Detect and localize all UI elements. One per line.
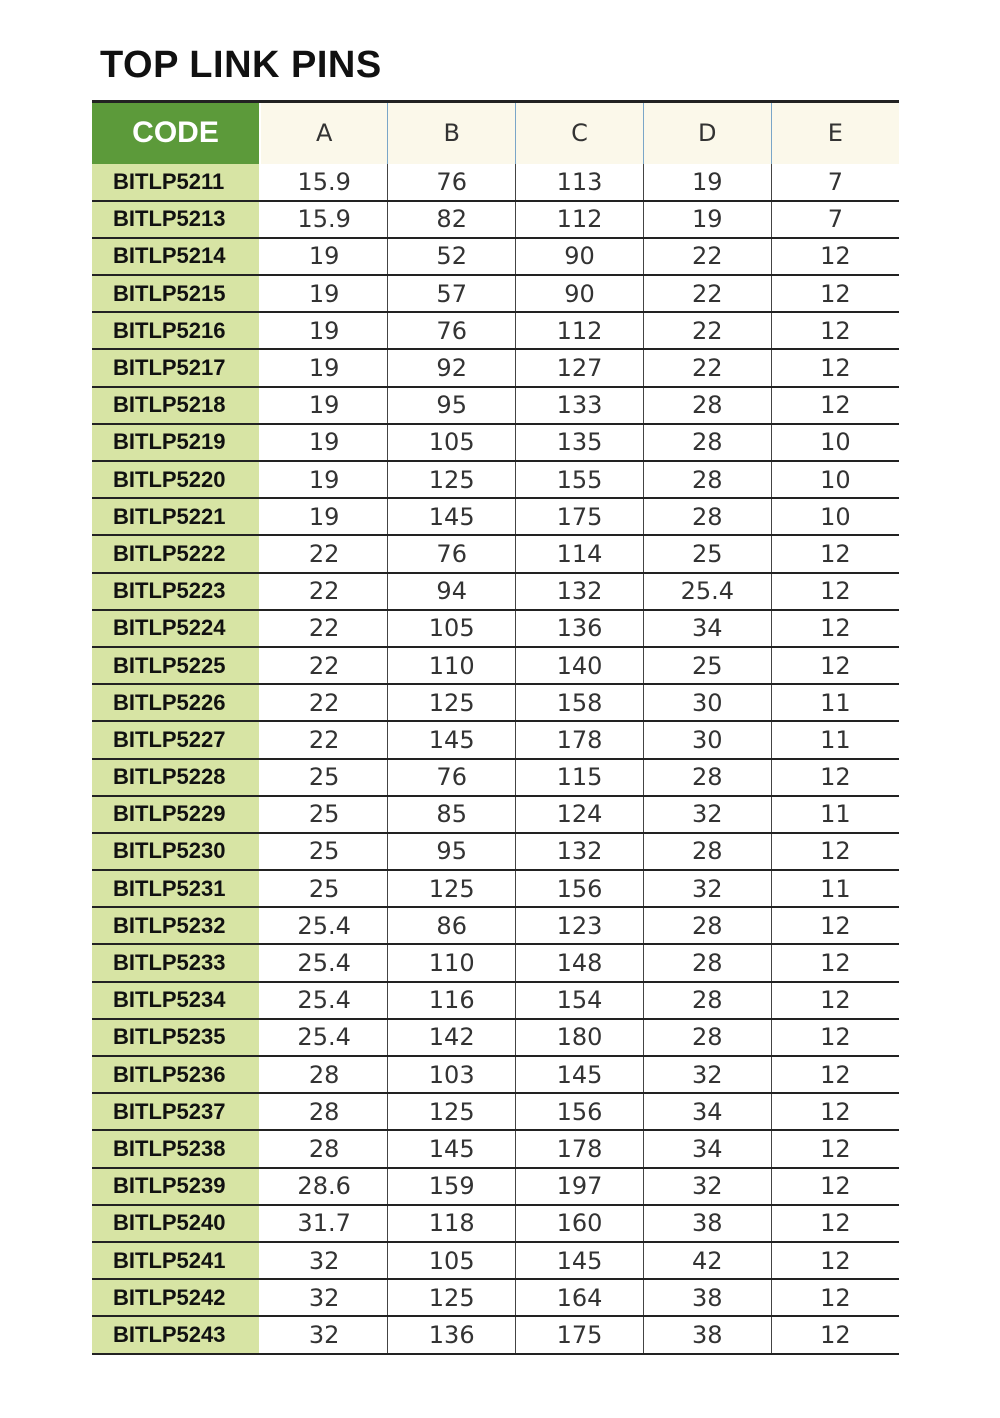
table-row bbox=[92, 1130, 899, 1167]
cell-b: 110 bbox=[388, 647, 516, 684]
cell-a: 25.4 bbox=[260, 944, 388, 981]
cell-e: 12 bbox=[771, 647, 899, 684]
cell-d: 25 bbox=[643, 535, 771, 572]
table-row bbox=[92, 647, 899, 684]
cell-b: 94 bbox=[388, 573, 516, 610]
cell-a: 25 bbox=[260, 759, 388, 796]
cell-c: 140 bbox=[516, 647, 644, 684]
table-row bbox=[92, 573, 899, 610]
cell-c: 114 bbox=[516, 535, 644, 572]
cell-e: 12 bbox=[771, 1130, 899, 1167]
cell-a: 19 bbox=[260, 238, 388, 275]
cell-d: 28 bbox=[643, 944, 771, 981]
cell-d: 38 bbox=[643, 1205, 771, 1242]
cell-a: 32 bbox=[260, 1279, 388, 1316]
cell-c: 145 bbox=[516, 1056, 644, 1093]
cell-d: 22 bbox=[643, 349, 771, 386]
cell-code: BITLP5214 bbox=[92, 238, 260, 275]
column-header-code: CODE bbox=[92, 102, 260, 164]
cell-d: 28 bbox=[643, 833, 771, 870]
cell-d: 28 bbox=[643, 424, 771, 461]
cell-a: 15.9 bbox=[260, 164, 388, 201]
cell-b: 52 bbox=[388, 238, 516, 275]
cell-b: 145 bbox=[388, 498, 516, 535]
table-row bbox=[92, 1242, 899, 1279]
table-row bbox=[92, 1316, 899, 1353]
cell-a: 32 bbox=[260, 1316, 388, 1353]
cell-d: 22 bbox=[643, 275, 771, 312]
cell-d: 25 bbox=[643, 647, 771, 684]
cell-e: 12 bbox=[771, 312, 899, 349]
cell-e: 12 bbox=[771, 1242, 899, 1279]
cell-c: 156 bbox=[516, 1093, 644, 1130]
cell-e: 12 bbox=[771, 1279, 899, 1316]
cell-d: 32 bbox=[643, 1056, 771, 1093]
cell-b: 145 bbox=[388, 721, 516, 758]
cell-e: 12 bbox=[771, 1168, 899, 1205]
cell-e: 12 bbox=[771, 1019, 899, 1056]
cell-d: 34 bbox=[643, 610, 771, 647]
cell-code: BITLP5240 bbox=[92, 1205, 260, 1242]
cell-d: 28 bbox=[643, 759, 771, 796]
cell-code: BITLP5218 bbox=[92, 387, 260, 424]
cell-c: 178 bbox=[516, 1130, 644, 1167]
cell-a: 22 bbox=[260, 684, 388, 721]
cell-b: 110 bbox=[388, 944, 516, 981]
cell-a: 25.4 bbox=[260, 1019, 388, 1056]
cell-b: 159 bbox=[388, 1168, 516, 1205]
cell-b: 76 bbox=[388, 312, 516, 349]
cell-c: 132 bbox=[516, 833, 644, 870]
cell-code: BITLP5222 bbox=[92, 535, 260, 572]
cell-d: 28 bbox=[643, 982, 771, 1019]
cell-code: BITLP5241 bbox=[92, 1242, 260, 1279]
cell-a: 19 bbox=[260, 424, 388, 461]
cell-code: BITLP5233 bbox=[92, 944, 260, 981]
table-row bbox=[92, 275, 899, 312]
cell-d: 22 bbox=[643, 238, 771, 275]
cell-c: 127 bbox=[516, 349, 644, 386]
cell-code: BITLP5228 bbox=[92, 759, 260, 796]
cell-b: 86 bbox=[388, 907, 516, 944]
cell-code: BITLP5230 bbox=[92, 833, 260, 870]
cell-code: BITLP5232 bbox=[92, 907, 260, 944]
cell-c: 136 bbox=[516, 610, 644, 647]
cell-code: BITLP5225 bbox=[92, 647, 260, 684]
cell-e: 10 bbox=[771, 461, 899, 498]
cell-code: BITLP5234 bbox=[92, 982, 260, 1019]
cell-b: 118 bbox=[388, 1205, 516, 1242]
cell-d: 19 bbox=[643, 201, 771, 238]
table-row bbox=[92, 721, 899, 758]
table-row bbox=[92, 424, 899, 461]
cell-code: BITLP5242 bbox=[92, 1279, 260, 1316]
cell-code: BITLP5226 bbox=[92, 684, 260, 721]
cell-e: 12 bbox=[771, 759, 899, 796]
cell-code: BITLP5219 bbox=[92, 424, 260, 461]
cell-d: 38 bbox=[643, 1316, 771, 1353]
cell-code: BITLP5229 bbox=[92, 796, 260, 833]
cell-e: 12 bbox=[771, 387, 899, 424]
table-row bbox=[92, 870, 899, 907]
cell-b: 76 bbox=[388, 759, 516, 796]
table-row bbox=[92, 201, 899, 238]
cell-d: 32 bbox=[643, 1168, 771, 1205]
cell-code: BITLP5216 bbox=[92, 312, 260, 349]
cell-d: 28 bbox=[643, 1019, 771, 1056]
cell-code: BITLP5238 bbox=[92, 1130, 260, 1167]
cell-a: 19 bbox=[260, 312, 388, 349]
cell-d: 30 bbox=[643, 684, 771, 721]
cell-e: 12 bbox=[771, 907, 899, 944]
cell-code: BITLP5231 bbox=[92, 870, 260, 907]
cell-code: BITLP5235 bbox=[92, 1019, 260, 1056]
cell-b: 103 bbox=[388, 1056, 516, 1093]
cell-a: 28.6 bbox=[260, 1168, 388, 1205]
cell-b: 145 bbox=[388, 1130, 516, 1167]
cell-a: 28 bbox=[260, 1130, 388, 1167]
cell-b: 105 bbox=[388, 1242, 516, 1279]
cell-c: 115 bbox=[516, 759, 644, 796]
cell-e: 7 bbox=[771, 201, 899, 238]
cell-a: 32 bbox=[260, 1242, 388, 1279]
cell-c: 160 bbox=[516, 1205, 644, 1242]
cell-b: 116 bbox=[388, 982, 516, 1019]
table-row bbox=[92, 387, 899, 424]
table-row bbox=[92, 944, 899, 981]
cell-a: 19 bbox=[260, 498, 388, 535]
cell-d: 38 bbox=[643, 1279, 771, 1316]
column-header-c: C bbox=[516, 102, 644, 164]
cell-c: 158 bbox=[516, 684, 644, 721]
cell-c: 113 bbox=[516, 164, 644, 201]
header-row bbox=[92, 102, 899, 164]
cell-b: 92 bbox=[388, 349, 516, 386]
cell-c: 197 bbox=[516, 1168, 644, 1205]
cell-d: 28 bbox=[643, 461, 771, 498]
cell-a: 15.9 bbox=[260, 201, 388, 238]
cell-c: 154 bbox=[516, 982, 644, 1019]
column-header-b: B bbox=[388, 102, 516, 164]
cell-a: 22 bbox=[260, 647, 388, 684]
cell-b: 125 bbox=[388, 1093, 516, 1130]
table-row bbox=[92, 1279, 899, 1316]
cell-d: 28 bbox=[643, 498, 771, 535]
cell-a: 25 bbox=[260, 833, 388, 870]
cell-c: 180 bbox=[516, 1019, 644, 1056]
cell-c: 90 bbox=[516, 275, 644, 312]
cell-c: 155 bbox=[516, 461, 644, 498]
cell-e: 12 bbox=[771, 1056, 899, 1093]
cell-a: 25.4 bbox=[260, 982, 388, 1019]
cell-c: 90 bbox=[516, 238, 644, 275]
cell-a: 19 bbox=[260, 275, 388, 312]
table-row bbox=[92, 498, 899, 535]
cell-e: 12 bbox=[771, 349, 899, 386]
cell-d: 34 bbox=[643, 1130, 771, 1167]
cell-code: BITLP5237 bbox=[92, 1093, 260, 1130]
cell-b: 105 bbox=[388, 610, 516, 647]
cell-e: 12 bbox=[771, 833, 899, 870]
cell-e: 12 bbox=[771, 1093, 899, 1130]
cell-a: 22 bbox=[260, 721, 388, 758]
cell-b: 125 bbox=[388, 684, 516, 721]
cell-c: 135 bbox=[516, 424, 644, 461]
cell-a: 22 bbox=[260, 610, 388, 647]
cell-e: 12 bbox=[771, 1205, 899, 1242]
cell-b: 57 bbox=[388, 275, 516, 312]
cell-code: BITLP5213 bbox=[92, 201, 260, 238]
table-row bbox=[92, 535, 899, 572]
cell-a: 22 bbox=[260, 535, 388, 572]
cell-a: 25.4 bbox=[260, 907, 388, 944]
cell-d: 32 bbox=[643, 796, 771, 833]
cell-e: 7 bbox=[771, 164, 899, 201]
table-row bbox=[92, 312, 899, 349]
cell-b: 136 bbox=[388, 1316, 516, 1353]
cell-d: 32 bbox=[643, 870, 771, 907]
table-header bbox=[92, 102, 899, 164]
cell-c: 175 bbox=[516, 498, 644, 535]
cell-c: 175 bbox=[516, 1316, 644, 1353]
cell-d: 22 bbox=[643, 312, 771, 349]
cell-code: BITLP5220 bbox=[92, 461, 260, 498]
cell-d: 25.4 bbox=[643, 573, 771, 610]
cell-d: 42 bbox=[643, 1242, 771, 1279]
cell-c: 145 bbox=[516, 1242, 644, 1279]
table-row bbox=[92, 1168, 899, 1205]
table-row bbox=[92, 1205, 899, 1242]
cell-c: 178 bbox=[516, 721, 644, 758]
cell-b: 95 bbox=[388, 387, 516, 424]
cell-c: 156 bbox=[516, 870, 644, 907]
table-row bbox=[92, 164, 899, 201]
cell-c: 124 bbox=[516, 796, 644, 833]
cell-a: 28 bbox=[260, 1056, 388, 1093]
table-row bbox=[92, 1056, 899, 1093]
pins-table bbox=[92, 100, 899, 1355]
cell-e: 11 bbox=[771, 684, 899, 721]
table-row bbox=[92, 907, 899, 944]
table-row bbox=[92, 461, 899, 498]
table-body bbox=[92, 164, 899, 1354]
table-row bbox=[92, 982, 899, 1019]
cell-c: 112 bbox=[516, 312, 644, 349]
cell-c: 133 bbox=[516, 387, 644, 424]
cell-code: BITLP5239 bbox=[92, 1168, 260, 1205]
cell-c: 123 bbox=[516, 907, 644, 944]
cell-a: 25 bbox=[260, 796, 388, 833]
pins-table-container bbox=[92, 100, 899, 1355]
cell-b: 125 bbox=[388, 461, 516, 498]
cell-e: 12 bbox=[771, 535, 899, 572]
cell-b: 125 bbox=[388, 1279, 516, 1316]
table-row bbox=[92, 610, 899, 647]
page-title: TOP LINK PINS bbox=[100, 44, 382, 86]
cell-b: 125 bbox=[388, 870, 516, 907]
cell-d: 30 bbox=[643, 721, 771, 758]
cell-e: 11 bbox=[771, 796, 899, 833]
table-row bbox=[92, 796, 899, 833]
cell-code: BITLP5221 bbox=[92, 498, 260, 535]
table-row bbox=[92, 238, 899, 275]
column-header-d: D bbox=[643, 102, 771, 164]
cell-b: 95 bbox=[388, 833, 516, 870]
cell-e: 12 bbox=[771, 610, 899, 647]
cell-b: 142 bbox=[388, 1019, 516, 1056]
column-header-a: A bbox=[260, 102, 388, 164]
table-row bbox=[92, 1019, 899, 1056]
cell-code: BITLP5211 bbox=[92, 164, 260, 201]
table-row bbox=[92, 349, 899, 386]
cell-e: 10 bbox=[771, 498, 899, 535]
cell-a: 28 bbox=[260, 1093, 388, 1130]
cell-d: 34 bbox=[643, 1093, 771, 1130]
cell-code: BITLP5224 bbox=[92, 610, 260, 647]
table-row bbox=[92, 759, 899, 796]
cell-c: 132 bbox=[516, 573, 644, 610]
cell-a: 31.7 bbox=[260, 1205, 388, 1242]
cell-d: 19 bbox=[643, 164, 771, 201]
cell-code: BITLP5215 bbox=[92, 275, 260, 312]
cell-c: 148 bbox=[516, 944, 644, 981]
cell-c: 112 bbox=[516, 201, 644, 238]
cell-d: 28 bbox=[643, 387, 771, 424]
cell-b: 85 bbox=[388, 796, 516, 833]
cell-c: 164 bbox=[516, 1279, 644, 1316]
cell-e: 11 bbox=[771, 721, 899, 758]
cell-e: 12 bbox=[771, 275, 899, 312]
cell-code: BITLP5223 bbox=[92, 573, 260, 610]
cell-a: 19 bbox=[260, 387, 388, 424]
cell-b: 105 bbox=[388, 424, 516, 461]
cell-b: 82 bbox=[388, 201, 516, 238]
cell-e: 12 bbox=[771, 238, 899, 275]
cell-b: 76 bbox=[388, 535, 516, 572]
cell-code: BITLP5243 bbox=[92, 1316, 260, 1353]
cell-e: 12 bbox=[771, 944, 899, 981]
cell-a: 19 bbox=[260, 349, 388, 386]
cell-d: 28 bbox=[643, 907, 771, 944]
cell-e: 12 bbox=[771, 573, 899, 610]
cell-a: 25 bbox=[260, 870, 388, 907]
table-row bbox=[92, 684, 899, 721]
table-row bbox=[92, 1093, 899, 1130]
cell-e: 10 bbox=[771, 424, 899, 461]
cell-code: BITLP5236 bbox=[92, 1056, 260, 1093]
table-row bbox=[92, 833, 899, 870]
cell-b: 76 bbox=[388, 164, 516, 201]
cell-e: 12 bbox=[771, 1316, 899, 1353]
cell-e: 12 bbox=[771, 982, 899, 1019]
cell-code: BITLP5217 bbox=[92, 349, 260, 386]
cell-a: 19 bbox=[260, 461, 388, 498]
cell-a: 22 bbox=[260, 573, 388, 610]
column-header-e: E bbox=[771, 102, 899, 164]
cell-e: 11 bbox=[771, 870, 899, 907]
cell-code: BITLP5227 bbox=[92, 721, 260, 758]
